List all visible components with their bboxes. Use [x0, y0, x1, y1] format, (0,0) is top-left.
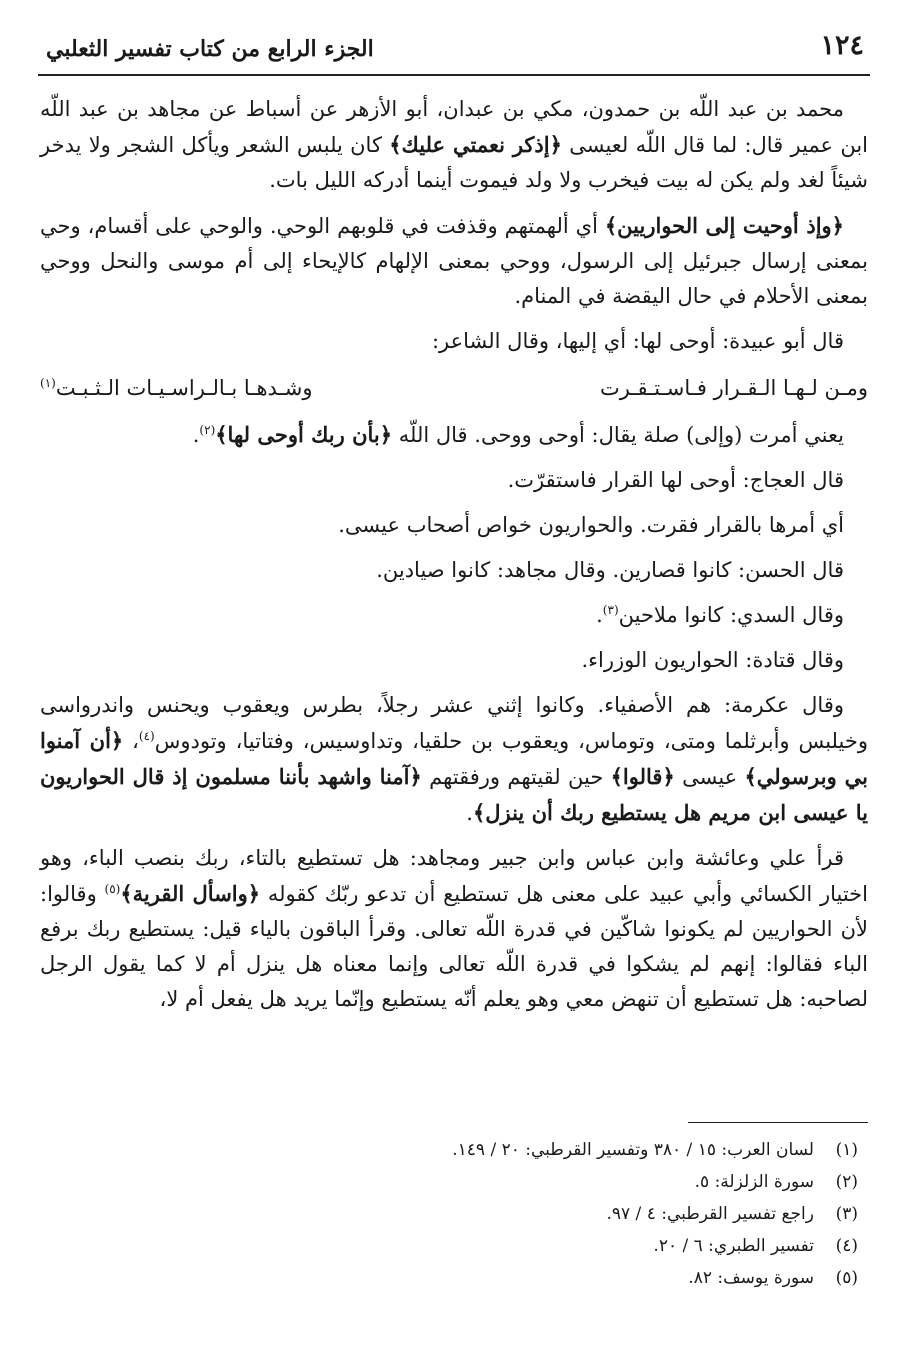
- footnotes: [40, 1134, 858, 1294]
- footnote-separator: [688, 1122, 868, 1123]
- footnote: (٣)راجع تفسير القرطبي: ٤ / ٩٧.: [606, 1204, 858, 1224]
- paragraph-4: يعني أمرت (وإلى) صلة يقال: أوحى ووحى. قال اللّه ﴿بأن ربك أوحى لها﴾$^{(٢)}$.: [192, 422, 844, 447]
- quran-quote: ﴿وإذ أوحيت إلى الحواريين﴾: [604, 213, 844, 238]
- paragraph-3: قال أبو عبيدة: أوحى لها: أي إليها، وقال الشاعر:: [431, 329, 844, 353]
- quran-quote: ﴿إذكر نعمتي عليك﴾: [389, 132, 562, 157]
- paragraph-11: قرأ علي وعائشة وابن عباس وابن جبير ومجاهد: هل تستطيع بالتاء، ربك بنصب الباء، وهو اختيار الكسائي وأبي عبيد على معنى هل تستطيع أن تدعو ربّك كقوله ﴿واسأل القرية﴾$^{(٥)}$ وقالوا: لأن الحواريين لم يكونوا شاكّين في قدرة اللّه تعالى. وقرأ الباقون بالياء قيل: يستطيع ربك برفع الباء فقالوا: إنهم لم يشكوا في قدرة اللّه تعالى وإنما معناه هل ينزل أم لا كما يقول الرجل لصاحبه: هل تستطيع أن تنهض معي وهو يعلم أنّه يستطيع وإنّما يريد هل يفعل أم لا،: [40, 846, 868, 1011]
- paragraph-5: قال العجاج: أوحى لها القرار فاستقرّت.: [507, 468, 844, 492]
- quran-quote: ﴿أن آمنوا بي وبرسولي﴾: [40, 728, 869, 789]
- paragraph-1: محمد بن عبد اللّه بن حمدون، مكي بن عبدان، أبو الأزهر عن أسباط عن مجاهد بن عبد اللّه ابن عمير قال: لما قال اللّه لعيسى ﴿إذكر نعمتي عليك﴾ كان يلبس الشعر ويأكل الشجر ولا يدخر شيئاً لغد ولم يكن له بيت فيخرب ولا ولد فيموت أينما أدركه الليل بات.: [40, 97, 869, 192]
- footnote-marker: (١): [40, 376, 56, 390]
- paragraph-10: وقال عكرمة: هم الأصفياء. وكانوا إثني عشر رجلاً، بطرس ويعقوب ويحنس واندرواسى وخيلبس وأبرثلما ومتى، وتوماس، ويعقوب بن حلقيا، وتداوسيس، وفتاتيا، وتودوس$^{(٤)}$، ﴿أن آمنوا بي وبرسولي﴾ عيسى ﴿قالوا﴾ حين لقيتهم ورفقتهم ﴿آمنا واشهد بأننا مسلمون إذ قال الحواريون يا عيسى ابن مريم هل يستطيع ربك أن ينزل﴾.: [40, 693, 869, 825]
- poetry-verse: [40, 369, 868, 407]
- paragraph-6: أي أمرها بالقرار فقرت. والحواريون خواص أصحاب عيسى.: [338, 513, 844, 537]
- main-text: [40, 92, 868, 1027]
- quran-quote: ﴿آمنا واشهد بأننا مسلمون إذ قال الحواريون يا عيسى ابن مريم هل يستطيع ربك أن ينزل﴾: [40, 764, 868, 825]
- footnote: (٢)سورة الزلزلة: ٥.: [694, 1172, 858, 1192]
- footnote-marker: (٤): [138, 729, 155, 743]
- footnote-marker: (٢): [199, 423, 216, 437]
- footnote: (٤)تفسير الطبري: ٦ / ٢٠.: [653, 1236, 858, 1256]
- quran-quote: ﴿قالوا﴾: [610, 764, 675, 789]
- paragraph-9: وقال قتادة: الحواريون الوزراء.: [581, 648, 844, 672]
- footnote: (١)لسان العرب: ١٥ / ٣٨٠ وتفسير القرطبي: ٢٠ / ١٤٩.: [452, 1140, 858, 1160]
- paragraph-8: وقال السدي: كانوا ملاحين$^{(٣)}$.: [596, 603, 844, 627]
- running-title: الجزء الرابع من كتاب تفسير الثعلبي: [46, 36, 374, 62]
- verse-second-hemistich: وشـدهـا بـالـراسـيـات الـثـبـت$^{(١)}$: [40, 376, 313, 400]
- verse-first-hemistich: ومـن لـهـا الـقـرار فـاسـتـقـرت: [599, 376, 868, 400]
- quran-quote: ﴿بأن ربك أوحى لها﴾: [215, 422, 393, 447]
- header-rule: [38, 74, 870, 76]
- page-number: ١٢٤: [820, 30, 864, 61]
- page-header: [38, 28, 870, 76]
- paragraph-7: قال الحسن: كانوا قصارين. وقال مجاهد: كانوا صيادين.: [376, 558, 844, 582]
- footnote-marker: (٥): [104, 882, 121, 896]
- quran-quote: ﴿واسأل القرية﴾: [120, 881, 261, 906]
- footnote: (٥)سورة يوسف: ٨٢.: [688, 1268, 858, 1288]
- footnote-marker: (٣): [602, 603, 619, 617]
- paragraph-2: ﴿وإذ أوحيت إلى الحواريين﴾ أي ألهمتهم وقذفت في قلوبهم الوحي. والوحي على أقسام، وحي بمعنى إرسال جبرئيل إلى الرسول، ووحي بمعنى الإلهام كالإيحاء إلى أم موسى والنحل ووحي بمعنى الأحلام في حال اليقضة في المنام.: [40, 213, 868, 308]
